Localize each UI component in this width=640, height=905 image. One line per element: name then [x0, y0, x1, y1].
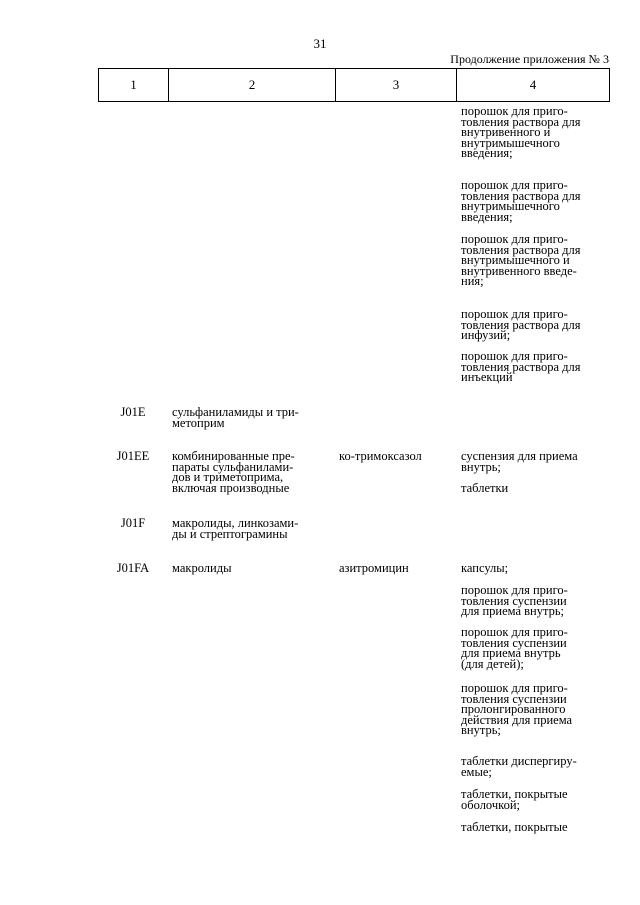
- dosage-form: таблетки диспергиру- емые;: [461, 754, 577, 779]
- header-col-2: 2: [169, 69, 336, 102]
- page-number: 31: [313, 36, 327, 51]
- dosage-form: порошок для приго- товления раствора для внутримышечного введения;: [461, 178, 581, 224]
- atc-code: J01EE: [116, 449, 150, 463]
- atc-code: J01F: [120, 516, 146, 530]
- dosage-form: порошок для приго- товления раствора для инфузий;: [461, 307, 581, 342]
- dosage-form: таблетки, покрытые: [461, 820, 568, 834]
- appendix-continuation-label: Продолжение приложения № 3: [450, 52, 609, 66]
- atc-group-name: комбинированные пре- параты сульфанилами- дов и триметоприма, включая производные: [172, 449, 295, 495]
- atc-group-name: сульфаниламиды и три- метоприм: [172, 405, 299, 430]
- atc-group-name: макролиды, линкозами- ды и стрептограмины: [172, 516, 299, 541]
- dosage-form: порошок для приго- товления раствора для инъекций: [461, 349, 581, 384]
- dosage-form: порошок для приго- товления раствора для внутримышечного и внутривенного введе- ния;: [461, 232, 581, 288]
- dosage-form: таблетки: [461, 481, 509, 495]
- header-col-1: 1: [99, 69, 169, 102]
- dosage-form: порошок для приго- товления суспензии для приема внутрь (для детей);: [461, 625, 568, 671]
- drug-name: азитромицин: [339, 561, 409, 575]
- dosage-form: порошок для приго- товления раствора для внутривенного и внутримышечного введения;: [461, 104, 581, 160]
- dosage-form: суспензия для приема внутрь;: [461, 449, 578, 474]
- header-col-4: 4: [457, 69, 610, 102]
- header-col-3: 3: [336, 69, 457, 102]
- atc-group-name: макролиды: [172, 561, 232, 575]
- drug-name: ко-тримоксазол: [339, 449, 422, 463]
- atc-code: J01FA: [116, 561, 150, 575]
- table-header: [98, 68, 610, 102]
- dosage-form: капсулы;: [461, 561, 509, 575]
- dosage-form: таблетки, покрытые оболочкой;: [461, 787, 568, 812]
- dosage-form: порошок для приго- товления суспензии для приема внутрь;: [461, 583, 568, 618]
- dosage-form: порошок для приго- товления суспензии пролонгированного действия для приема внутрь;: [461, 681, 573, 737]
- atc-code: J01E: [120, 405, 146, 419]
